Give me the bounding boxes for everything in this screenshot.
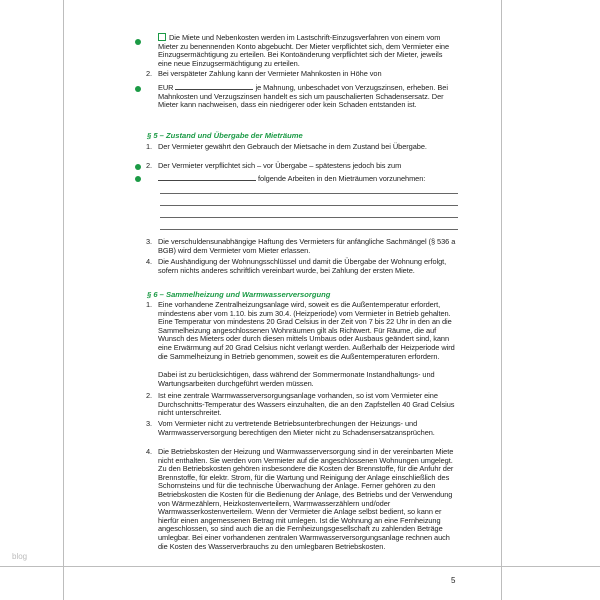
frame-rule-bottom bbox=[0, 566, 600, 567]
s6-item-1: 1. Eine vorhandene Zentralheizungsanlage wird, soweit es die Außentemperatur erfordert, mindestens aber vom 1.10. bis zum 30.4. (Heizperiode) vom Vermieter in Betrieb gehalten. Eine Temperatur von mindestens 20 Grad Celsius in der Zeit von 7 bis 22 Uhr in den an die Sammelheizung angeschlossenen Wohnräumen gilt als Richtwert. Für Räume, die auf Wunsch des Mieters oder durch diesen mittels Umbaus oder Ausbaus geändert sind, kann eine Erwärmung auf 20 Grad Celsius nicht verlangt werden. Außerhalb der Heizperiode wird die Sammelheizung in Betrieb genommen, soweit es die Außentemperaturen erfordern. bbox=[146, 300, 455, 361]
s5-item-3: 3. Die verschuldensunabhängige Haftung des Vermieters für anfängliche Sachmängel (§ 536 a BGB) wird dem Vermieter vom Mieter erlassen. bbox=[146, 237, 456, 255]
item-2: 2. Bei verspäteter Zahlung kann der Vermieter Mahnkosten in Höhe von bbox=[146, 69, 382, 78]
s6-item-1-note: Dabei ist zu berücksichtigen, dass während der Sommermonate Instandhaltungs- und Wartungsarbeiten durchgeführt werden müssen. bbox=[158, 370, 435, 388]
bullet-dot bbox=[135, 39, 141, 45]
bullet-dot bbox=[135, 164, 141, 170]
s6-item-4: 4. Die Betriebskosten der Heizung und Warmwasserversorgung sind in der vereinbarten Miete nicht enthalten. Sie werden vom Vermieter auf die angeschlossenen Wohnungen umgelegt. Zu den Betriebskosten gehören insbesondere die Kosten der Brennstoffe, für die Anfuhr der Brennstoffe, für elektr. Strom, für die Wartung und Reinigung der Anlage einschließlich des Schornsteins und für die technische Überwachung der Anlage. Ferner gehören zu den Betriebskosten die Kosten für die Bedienung der Anlage, des Betriebs und der Verwendung von Wärmezählern, Heizkostenverteilern, Warmwasserzählern und/oder Warmwasserkostenverteilern. Wenn der Vermieter die Anlage selbst bedient, so kann er hierfür einen angemessenen Betrag mit umlegen. Ist die Wohnung an eine Fernheizung angeschlossen, so sind auch die an die Fernheizungsgesellschaft zu zahlenden Beträge umlegbar. Bei einer vorhandenen zentralen Warmwasserversorgungsanlage rechnen auch die Kosten des Wasserverbrauchs zu den umlegbaren Betriebskosten. bbox=[146, 447, 454, 551]
date-field[interactable] bbox=[158, 180, 256, 181]
top-paragraph: Die Miete und Nebenkosten werden im Lastschrift-Einzugsverfahren von einem vom Mieter zu benennenden Konto abgebucht. Der Mieter verpflichtet sich, dem Vermieter eine Einzugsermächtigung zu erteilen. Bei Kontoänderung verpflichtet sich der Mieter, jeweils eine neue Einzugsermächtigung zu erteilen. bbox=[158, 33, 450, 68]
fill-line[interactable] bbox=[160, 217, 458, 218]
bullet-dot bbox=[135, 86, 141, 92]
eur-amount-field[interactable] bbox=[175, 89, 253, 90]
checkbox-icon[interactable] bbox=[158, 33, 166, 41]
frame-rule-right bbox=[501, 0, 502, 600]
fill-line[interactable] bbox=[160, 229, 458, 230]
section-5-heading: § 5 – Zustand und Übergabe der Mieträume bbox=[147, 131, 303, 140]
eur-paragraph: EUR je Mahnung, unbeschadet von Verzugszinsen, erheben. Bei Mahnkosten und Verzugszinsen handelt es sich um pauschalierten Schadensersatz. Der Mieter kann nachweisen, dass ein niedrigerer oder kein Schaden entstanden ist. bbox=[158, 83, 448, 110]
s5-item-2: 2. Der Vermieter verpflichtet sich – vor Übergabe – spätestens jedoch bis zum bbox=[146, 161, 402, 170]
watermark: blog bbox=[12, 552, 28, 561]
s5-item-2-cont: folgende Arbeiten in den Mieträumen vorzunehmen: bbox=[158, 175, 458, 184]
fill-line[interactable] bbox=[160, 193, 458, 194]
bullet-dot bbox=[135, 176, 141, 182]
page-number: 5 bbox=[451, 576, 456, 585]
frame-rule-left bbox=[63, 0, 64, 600]
s5-item-4: 4. Die Aushändigung der Wohnungsschlüssel und damit die Übergabe der Wohnung erfolgt, sofern nichts anderes schriftlich vereinbart wurde, bei Zahlung der ersten Miete. bbox=[146, 257, 447, 275]
fill-line[interactable] bbox=[160, 205, 458, 206]
section-6-heading: § 6 – Sammelheizung und Warmwasserversorgung bbox=[147, 290, 331, 299]
s5-item-1: 1. Der Vermieter gewährt den Gebrauch der Mietsache in dem Zustand bei Übergabe. bbox=[146, 142, 427, 151]
s6-item-2: 2. Ist eine zentrale Warmwasserversorgungsanlage vorhanden, so ist vom Vermieter eine Durchschnitts-Temperatur des Wassers einzuhalten, die an den Zapfstellen 40 Grad Celsius nicht unterschreitet. bbox=[146, 391, 455, 418]
s6-item-3: 3. Vom Vermieter nicht zu vertretende Betriebsunterbrechungen der Heizungs- und Warmwasserversorgung berechtigen den Mieter nicht zu Schadensersatzansprüchen. bbox=[146, 419, 435, 437]
